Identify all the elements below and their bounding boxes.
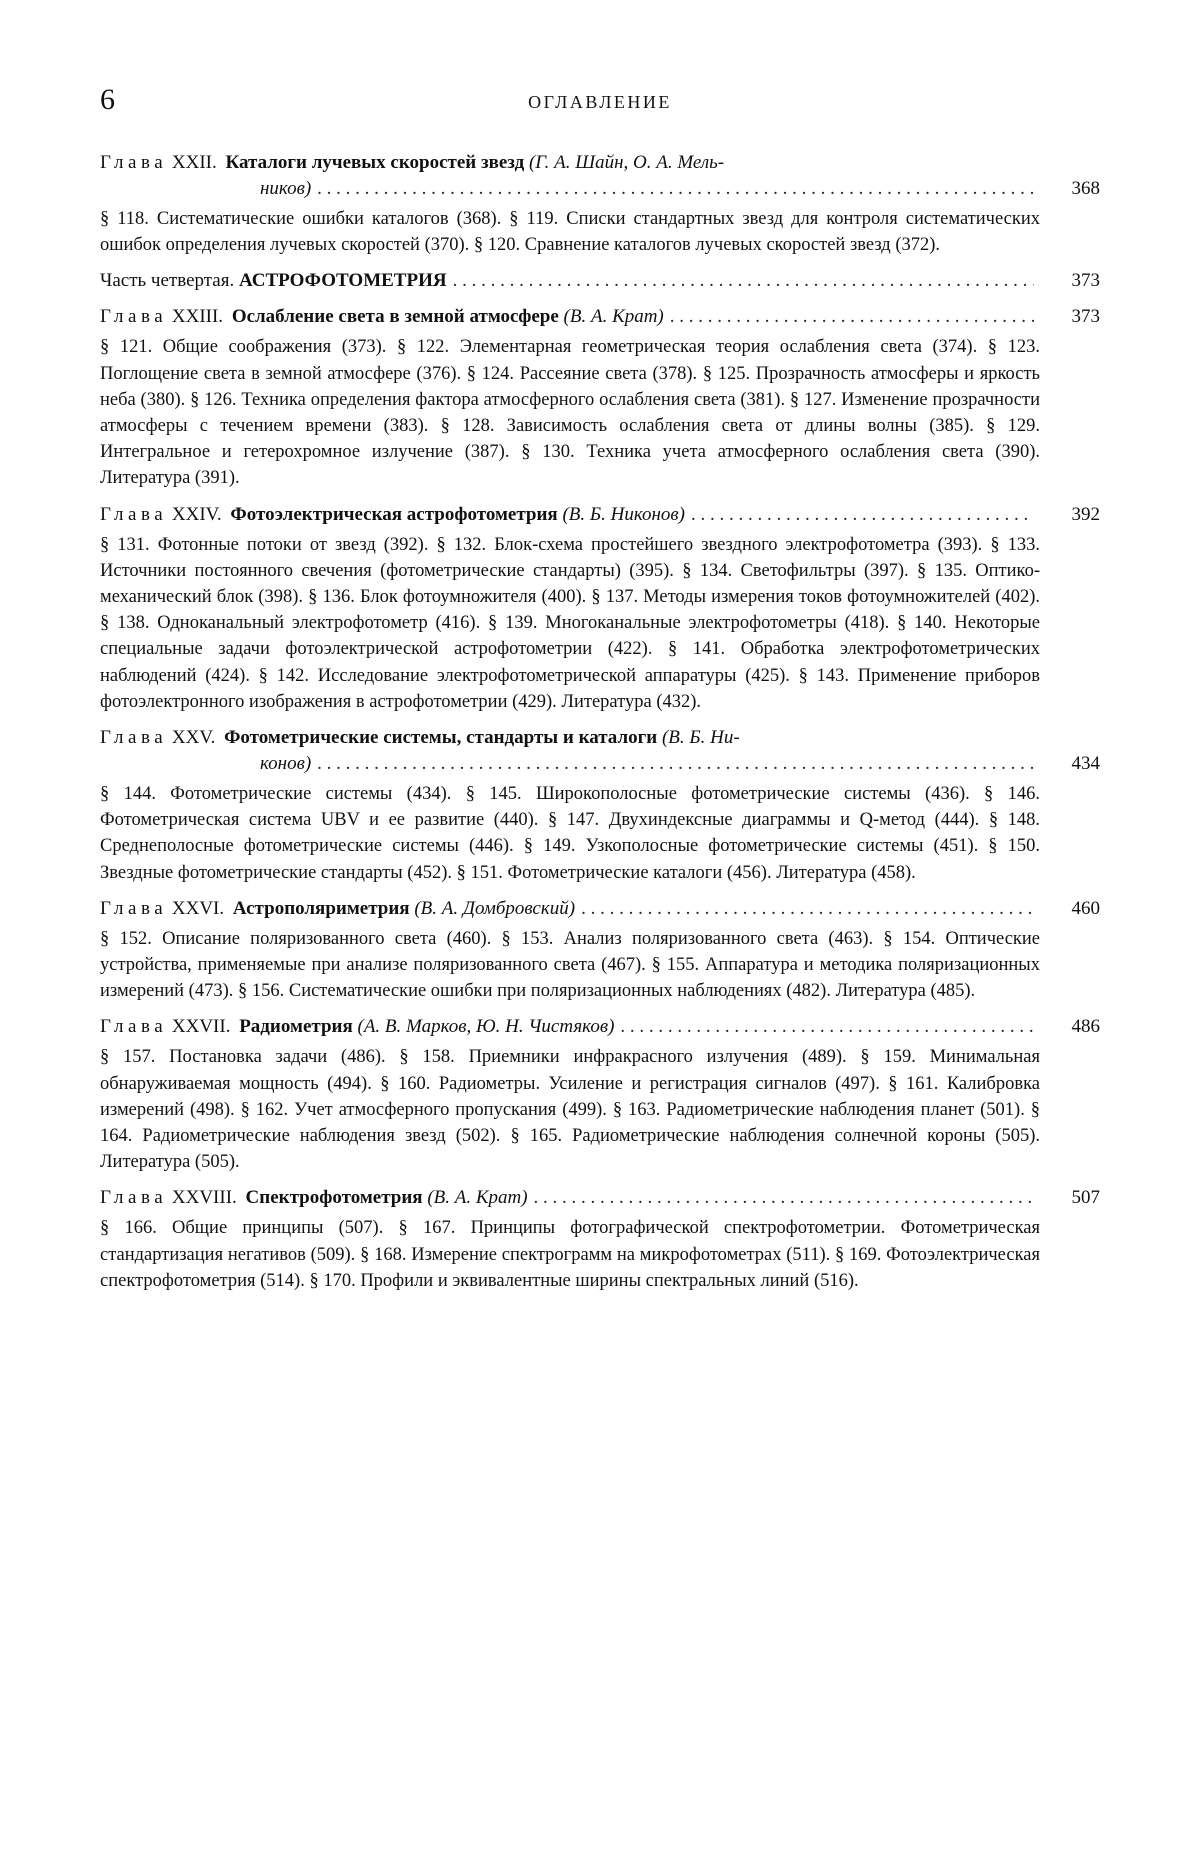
chapter-xxvii [100,1014,1100,1175]
chapter-authors-continued: конов) [260,753,312,775]
page-header [100,80,1100,120]
chapter-label: Глава [100,1187,168,1209]
chapter-heading [100,725,1100,751]
chapter-page: 460 [1071,897,1100,919]
chapter-title: Спектрофотометрия [245,1187,423,1209]
chapter-title: Каталоги лучевых скоростей звезд [225,152,525,173]
leader-dots [581,896,1034,922]
chapter-sections: § 144. Фотометрические системы (434). § 145. Широкополосные фотометрические системы (436). § 146. Фотометрическая система UBV и ее развитие (440). § 147. Двухиндексные диаграммы и Q-метод (444). § 148. Среднеполосные фотометрические системы (446). § 149. Узкополосные фотометрические системы (451). § 150. Звездные фотометрические стандарты (452). § 151. Фотометрические каталоги (456). Литература (458). [100,784,1040,883]
part-page: 373 [1071,270,1100,292]
chapter-sections: § 157. Постановка задачи (486). § 158. Приемники инфракрасного излучения (489). § 159. Минимальная обнаруживаемая мощность (494). § 160. Радиометры. Усиление и регистрация сигналов (497). § 161. Калибровка измерений (498). § 162. Учет атмосферного пропускания (499). § 163. Радиометрические наблюдения планет (501). § 164. Радиометрические наблюдения звезд (502). § 165. Радиометрические наблюдения солнечной короны (505). Литература (505). [100,1047,1040,1173]
chapter-title: Радиометрия [239,1016,353,1038]
chapter-number: XXVI. [171,897,225,919]
leader-dots [317,176,1034,202]
chapter-number: XXVII. [171,1016,231,1038]
chapter-page: 507 [1071,1187,1100,1209]
chapter-authors-continued: ников) [260,178,312,199]
chapter-label: Глава [100,503,168,525]
chapter-sections: § 166. Общие принципы (507). § 167. Принципы фотографической спектрофотометрии. Фотометрическая стандартизация негативов (509). § 168. Измерение спектрограмм на микрофотометрах (511). § 169. Фотоэлектрическая спектрофотометрия (514). § 170. Профили и эквивалентные ширины спектральных линий (516). [100,1218,1040,1291]
leader-dots [670,304,1034,330]
chapter-heading-continuation [100,176,1100,202]
chapter-heading [100,150,1100,176]
chapter-xxiv [100,502,1100,715]
leader-dots [317,751,1034,777]
chapter-heading [100,896,1100,922]
leader-dots [453,268,1034,294]
chapter-page: 373 [1071,306,1100,328]
chapter-number: XXII. [171,152,217,173]
chapter-page: 392 [1071,503,1100,525]
chapter-xxv [100,725,1100,886]
chapter-label: Глава [100,306,168,328]
chapter-xxiii [100,304,1100,491]
leader-dots [691,502,1034,528]
page-number: 6 [100,83,115,116]
chapter-authors: (А. В. Марков, Ю. Н. Чистяков) [357,1016,615,1038]
chapter-page: 368 [1071,178,1100,199]
table-of-contents [100,150,1100,1304]
chapter-authors: (В. Б. Ни- [661,727,740,749]
chapter-label: Глава [100,897,168,919]
running-title: ОГЛАВЛЕНИЕ [528,92,672,112]
chapter-xxviii [100,1185,1100,1294]
chapter-authors: (В. А. Домбровский) [414,897,576,919]
chapter-xxvi [100,896,1100,1005]
chapter-authors: (В. А. Крат) [427,1187,528,1209]
part-four [100,268,1100,294]
chapter-authors: (В. Б. Никонов) [562,503,685,525]
part-title: АСТРОФОТОМЕТРИЯ [238,270,447,292]
chapter-authors: (Г. А. Шайн, О. А. Мель- [528,152,725,173]
chapter-heading-continuation [100,751,1100,777]
chapter-heading [100,1185,1100,1211]
part-heading [100,268,1100,294]
chapter-title: Фотоэлектрическая астрофотометрия [230,503,558,525]
chapter-authors: (В. А. Крат) [563,306,664,328]
chapter-heading [100,1014,1100,1040]
chapter-number: XXIII. [171,306,224,328]
chapter-heading [100,502,1100,528]
leader-dots [620,1014,1034,1040]
chapter-page: 486 [1071,1016,1100,1038]
chapter-heading [100,304,1100,330]
chapter-title: Фотометрические системы, стандарты и каталоги [224,727,658,749]
chapter-xxii [100,150,1100,258]
chapter-sections: § 118. Систематические ошибки каталогов (368). § 119. Списки стандартных звезд для контроля систематических ошибок определения лучевых скоростей (370). § 120. Сравнение каталогов лучевых скоростей звезд (372). [100,209,1040,256]
part-label: Часть четвертая. [100,270,235,292]
chapter-sections: § 152. Описание поляризованного света (460). § 153. Анализ поляризованного света (463). § 154. Оптические устройства, применяемые при анализе поляризованного света (467). § 155. Аппаратура и методика поляризационных измерений (473). § 156. Систематические ошибки при поляризационных наблюдениях (482). Литература (485). [100,928,1040,1002]
chapter-label: Глава [100,1016,168,1038]
chapter-label: Глава [100,727,168,749]
chapter-sections: § 121. Общие соображения (373). § 122. Элементарная геометрическая теория ослабления света (374). § 123. Поглощение света в земной атмосфере (376). § 124. Рассеяние света (378). § 125. Прозрачность атмосферы и яркость неба (380). § 126. Техника определения фактора атмосферного ослабления света (381). § 127. Изменение прозрачности атмосферы с течением времени (383). § 128. Зависимость ослабления света от длины волны (385). § 129. Интегральное и гетерохромное излучение (387). § 130. Техника учета атмосферного ослабления света (390). Литература (391). [100,337,1040,489]
chapter-label: Глава [100,152,168,173]
chapter-number: XXIV. [171,503,222,525]
chapter-sections: § 131. Фотонные потоки от звезд (392). § 132. Блок-схема простейшего звездного электрофотометра (393). § 133. Источники постоянного свечения (фотометрические стандарты) (395). § 134. Светофильтры (397). § 135. Оптико-механический блок (398). § 136. Блок фотоумножителя (400). § 137. Методы измерения токов фотоумножителей (402). § 138. Одноканальный электрофотометр (416). § 139. Многоканальные электрофотометры (418). § 140. Некоторые специальные задачи фотоэлектрической астрофотометрии (422). § 141. Обработка электрофотометрических наблюдений (424). § 142. Исследование электрофотометрической аппаратуры (425). § 143. Применение приборов фотоэлектронного изображения в астрофотометрии (429). Литература (432). [100,534,1040,712]
chapter-number: XXVIII. [171,1187,237,1209]
leader-dots [534,1185,1034,1211]
chapter-page: 434 [1071,753,1100,775]
chapter-title: Ослабление света в земной атмосфере [231,306,559,328]
chapter-number: XXV. [171,727,216,749]
chapter-title: Астрополяриметрия [232,897,410,919]
